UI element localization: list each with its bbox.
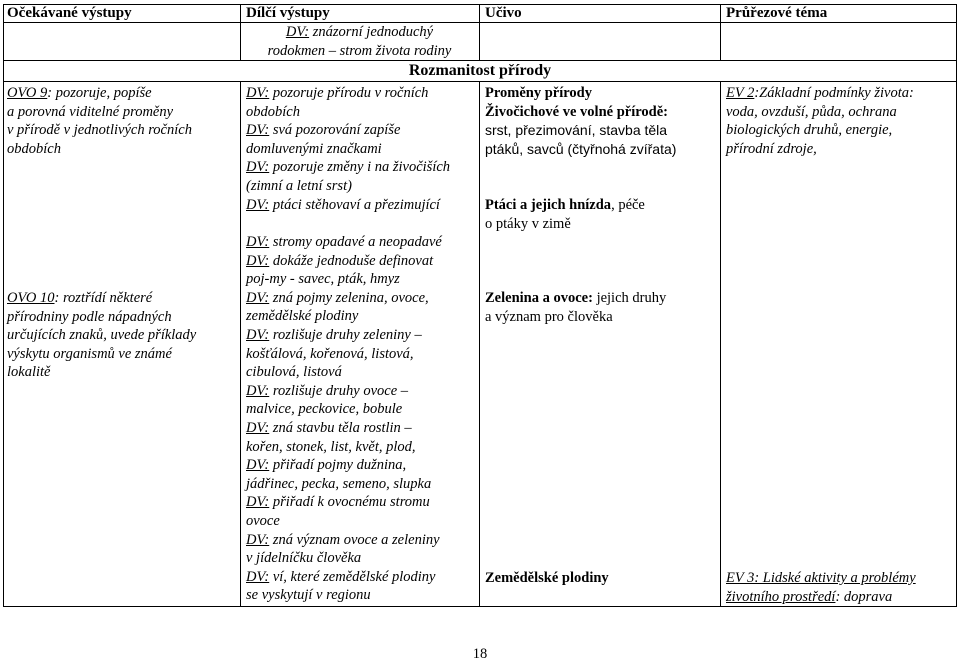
table-left-border [3, 4, 4, 607]
ev3-block: EV 3: Lidské aktivity a problémy životního prostředí: doprava [726, 570, 916, 605]
ovo9-block: OVO 9: pozoruje, popíše a porovná viditelné proměny v přírodě v jednotlivých ročních obdobích [7, 85, 192, 157]
header-curriculum: Učivo [485, 5, 522, 21]
table-right-border [956, 4, 957, 607]
ucivo-plodiny: Zemědělské plodiny [485, 570, 609, 586]
col-divider-2 [479, 81, 480, 607]
top-row-family-tree: DV: znázorní jednoduchý rodokmen – strom života rodiny [267, 24, 452, 59]
ovo10-block: OVO 10: roztřídí některé přírodniny podle nápadných určujících znaků, uvede příklady výskytu organismů ve známé lokalitě [7, 290, 197, 381]
top-row-bottom-border [3, 60, 957, 61]
ucivo-zelenina: Zelenina a ovoce: jejich druhy a význam pro člověka [485, 290, 667, 325]
dilci-block-1: DV: pozoruje přírodu v ročních obdobích DV: svá pozorování zapíše domluvenými značkami DV: pozoruje změny i na živočiších (zimní a letní srst) DV: ptáci stěhovaví a přezimující [246, 85, 451, 213]
ovo9-label: OVO 9 [7, 85, 48, 101]
col-divider-2-top [479, 4, 480, 60]
col-divider-1 [240, 81, 241, 607]
header-cross-topic: Průřezové téma [726, 5, 828, 21]
section-title: Rozmanitost přírody [408, 62, 552, 79]
dv-label: DV: [285, 24, 310, 40]
col-divider-3-top [720, 4, 721, 60]
ovo10-label: OVO 10 [7, 290, 55, 306]
header-partial-outputs: Dílčí výstupy [246, 5, 330, 21]
page-number: 18 [472, 646, 488, 662]
ev2-block: EV 2:Základní podmínky života: voda, ovzduší, půda, ochrana biologických druhů, energie, přírodní zdroje, [726, 85, 914, 157]
dilci-block-2: DV: stromy opadavé a neopadavé DV: dokáže jednoduše definovat poj-my - savec, pták, hmyz DV: zná pojmy zelenina, ovoce, zemědělské plodiny DV: rozlišuje druhy zeleniny – košťálová, kořenová, listová, cibulová, listová DV: rozlišuje druhy ovoce – malvice, peckovice, bobule DV: zná stavbu těla rostlin – kořen, stonek, list, květ, plod, DV: přiřadí pojmy dužnina, jádřinec, pecka, semeno, slupka DV: přiřadí k ovocnému stromu ovoce DV: zná význam ovoce a zeleniny v jídelníčku člověka DV: ví, které zemědělské plodiny se vyskytují v regionu [246, 234, 442, 604]
header-expected-outputs: Očekávané výstupy [7, 5, 132, 21]
section-row-bottom-border [3, 81, 957, 82]
ucivo-ptaci: Ptáci a jejich hnízda, péče o ptáky v zimě [485, 197, 645, 232]
col-divider-3 [720, 81, 721, 607]
ev2-label: EV 2 [726, 85, 755, 101]
ucivo-promeny: Proměny přírody Živočichové ve volné přírodě: srst, přezimování, stavba těla ptáků, savců (čtyřnohá zvířata) [485, 85, 677, 157]
